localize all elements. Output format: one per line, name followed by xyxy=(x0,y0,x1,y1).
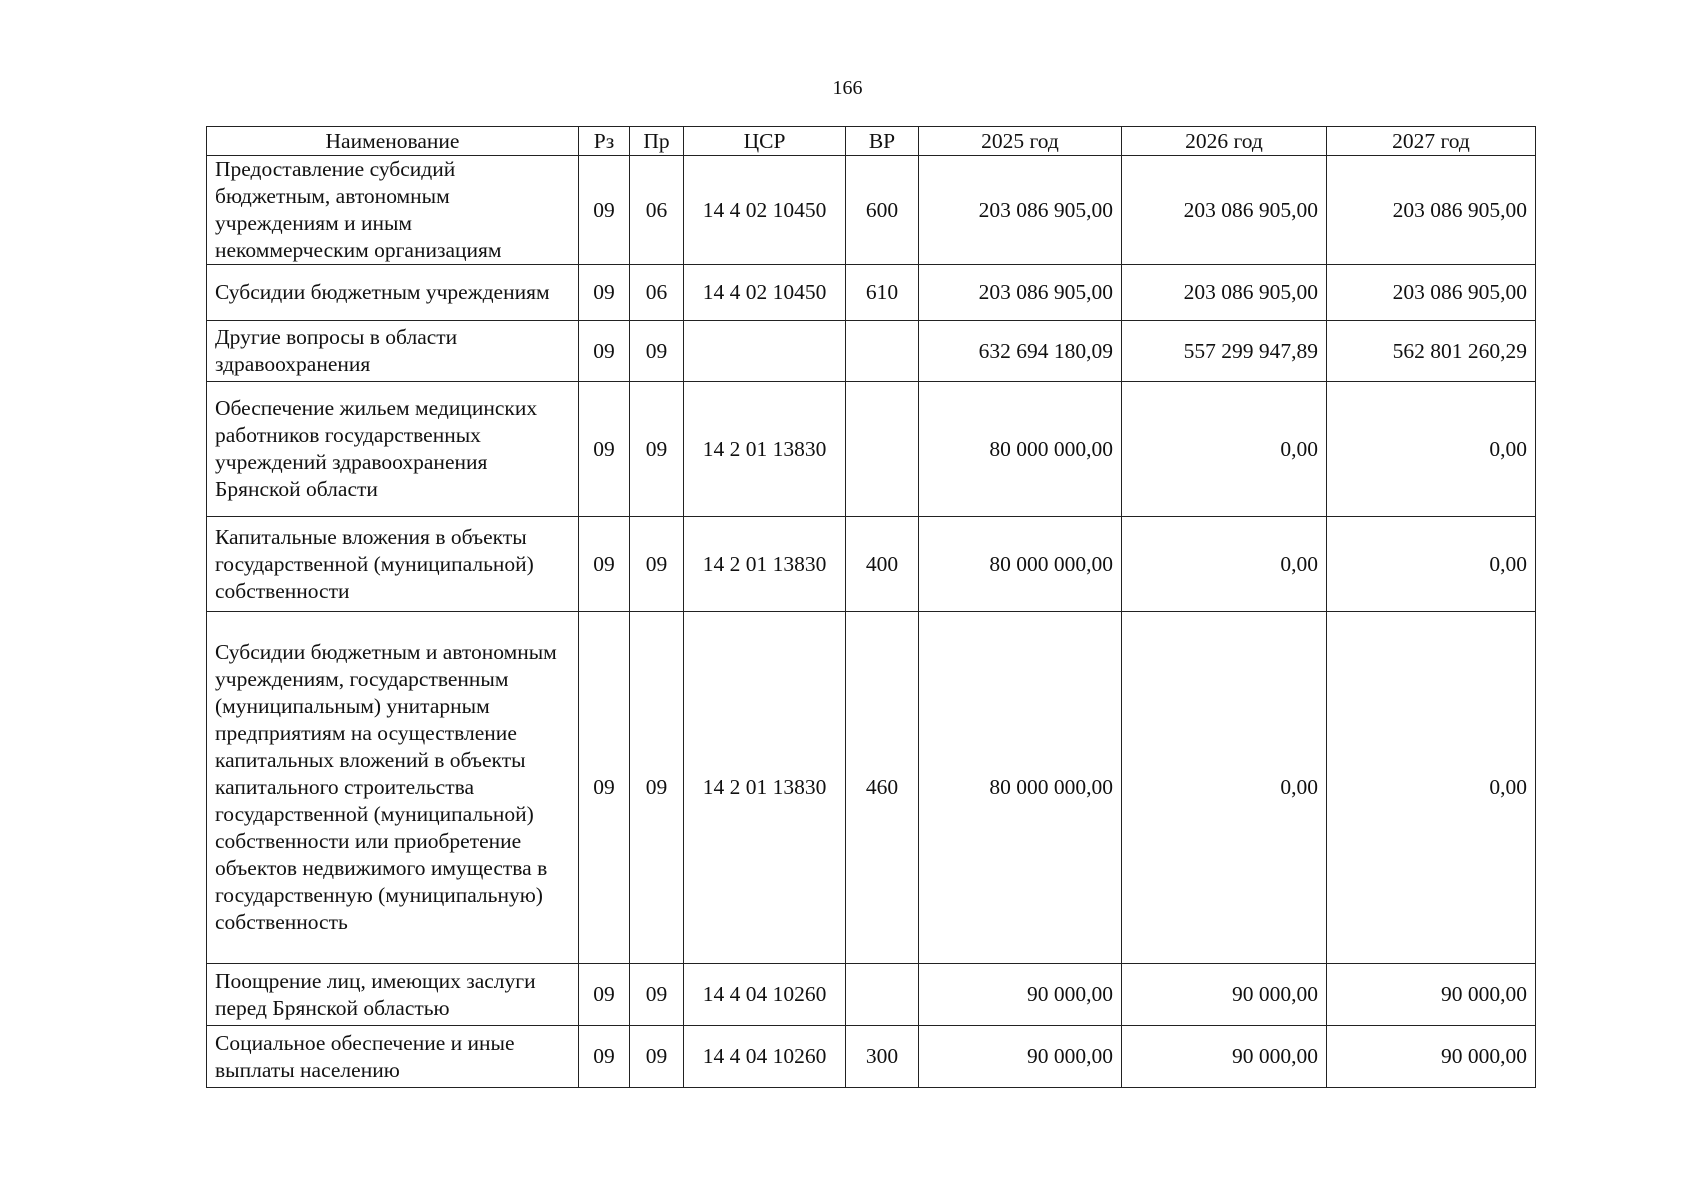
row-name: Поощрение лиц, имеющих заслуги перед Брянской областью xyxy=(207,964,579,1026)
table-header-row xyxy=(207,127,1536,156)
row-2027: 90 000,00 xyxy=(1327,1026,1536,1088)
row-2026: 203 086 905,00 xyxy=(1122,265,1327,321)
row-rz: 09 xyxy=(579,612,630,964)
row-2025: 203 086 905,00 xyxy=(919,156,1122,265)
row-pr: 09 xyxy=(630,964,684,1026)
row-rz: 09 xyxy=(579,265,630,321)
row-2026: 0,00 xyxy=(1122,382,1327,517)
page-number: 166 xyxy=(832,77,863,99)
row-vr: 300 xyxy=(846,1026,919,1088)
row-2025: 203 086 905,00 xyxy=(919,265,1122,321)
row-pr: 09 xyxy=(630,612,684,964)
row-pr: 09 xyxy=(630,1026,684,1088)
row-vr xyxy=(846,321,919,382)
row-2026: 90 000,00 xyxy=(1122,964,1327,1026)
header-name: Наименование xyxy=(207,127,579,156)
header-2027: 2027 год xyxy=(1327,127,1536,156)
row-2026: 0,00 xyxy=(1122,517,1327,612)
row-name: Предоставление субсидий бюджетным, автономным учреждениям и иным некоммерческим организациям xyxy=(207,156,579,265)
row-csr: 14 2 01 13830 xyxy=(684,612,846,964)
row-2027: 90 000,00 xyxy=(1327,964,1536,1026)
row-2026: 90 000,00 xyxy=(1122,1026,1327,1088)
row-rz: 09 xyxy=(579,517,630,612)
row-2025: 80 000 000,00 xyxy=(919,612,1122,964)
row-rz: 09 xyxy=(579,156,630,265)
row-name: Субсидии бюджетным и автономным учреждениям, государственным (муниципальным) унитарным предприятиям на осуществление капитальных вложений в объекты капитального строительства государственной (муниципальной) собственности или приобретение объектов недвижимого имущества в государственную (муниципальную) собственность xyxy=(207,612,579,964)
row-2027: 0,00 xyxy=(1327,382,1536,517)
row-2027: 562 801 260,29 xyxy=(1327,321,1536,382)
row-rz: 09 xyxy=(579,964,630,1026)
header-vr: ВР xyxy=(846,127,919,156)
row-name: Социальное обеспечение и иные выплаты населению xyxy=(207,1026,579,1088)
row-2026: 557 299 947,89 xyxy=(1122,321,1327,382)
row-2026: 0,00 xyxy=(1122,612,1327,964)
row-pr: 06 xyxy=(630,156,684,265)
header-pr: Пр xyxy=(630,127,684,156)
row-2025: 80 000 000,00 xyxy=(919,382,1122,517)
row-name: Капитальные вложения в объекты государственной (муниципальной) собственности xyxy=(207,517,579,612)
row-pr: 09 xyxy=(630,382,684,517)
header-rz: Рз xyxy=(579,127,630,156)
budget-table xyxy=(206,126,1536,1088)
row-csr: 14 4 02 10450 xyxy=(684,265,846,321)
header-2026: 2026 год xyxy=(1122,127,1327,156)
row-2027: 0,00 xyxy=(1327,612,1536,964)
table-row xyxy=(207,964,1536,1026)
row-2025: 632 694 180,09 xyxy=(919,321,1122,382)
row-csr: 14 4 04 10260 xyxy=(684,964,846,1026)
header-csr: ЦСР xyxy=(684,127,846,156)
row-pr: 06 xyxy=(630,265,684,321)
row-2026: 203 086 905,00 xyxy=(1122,156,1327,265)
row-2025: 80 000 000,00 xyxy=(919,517,1122,612)
row-pr: 09 xyxy=(630,517,684,612)
header-2025: 2025 год xyxy=(919,127,1122,156)
table-row xyxy=(207,321,1536,382)
row-name: Другие вопросы в области здравоохранения xyxy=(207,321,579,382)
row-name: Обеспечение жильем медицинских работников государственных учреждений здравоохранения Брянской области xyxy=(207,382,579,517)
table-row xyxy=(207,265,1536,321)
row-name: Субсидии бюджетным учреждениям xyxy=(207,265,579,321)
row-csr: 14 4 04 10260 xyxy=(684,1026,846,1088)
table-row xyxy=(207,1026,1536,1088)
table-row xyxy=(207,517,1536,612)
row-pr: 09 xyxy=(630,321,684,382)
row-vr: 610 xyxy=(846,265,919,321)
row-2027: 203 086 905,00 xyxy=(1327,156,1536,265)
row-vr: 400 xyxy=(846,517,919,612)
table-row xyxy=(207,156,1536,265)
row-rz: 09 xyxy=(579,382,630,517)
row-rz: 09 xyxy=(579,321,630,382)
row-csr xyxy=(684,321,846,382)
row-2027: 0,00 xyxy=(1327,517,1536,612)
row-vr: 460 xyxy=(846,612,919,964)
row-csr: 14 4 02 10450 xyxy=(684,156,846,265)
table-row xyxy=(207,382,1536,517)
row-csr: 14 2 01 13830 xyxy=(684,382,846,517)
row-vr xyxy=(846,382,919,517)
row-2025: 90 000,00 xyxy=(919,964,1122,1026)
row-vr xyxy=(846,964,919,1026)
row-rz: 09 xyxy=(579,1026,630,1088)
table-row xyxy=(207,612,1536,964)
row-vr: 600 xyxy=(846,156,919,265)
row-csr: 14 2 01 13830 xyxy=(684,517,846,612)
row-2025: 90 000,00 xyxy=(919,1026,1122,1088)
row-2027: 203 086 905,00 xyxy=(1327,265,1536,321)
